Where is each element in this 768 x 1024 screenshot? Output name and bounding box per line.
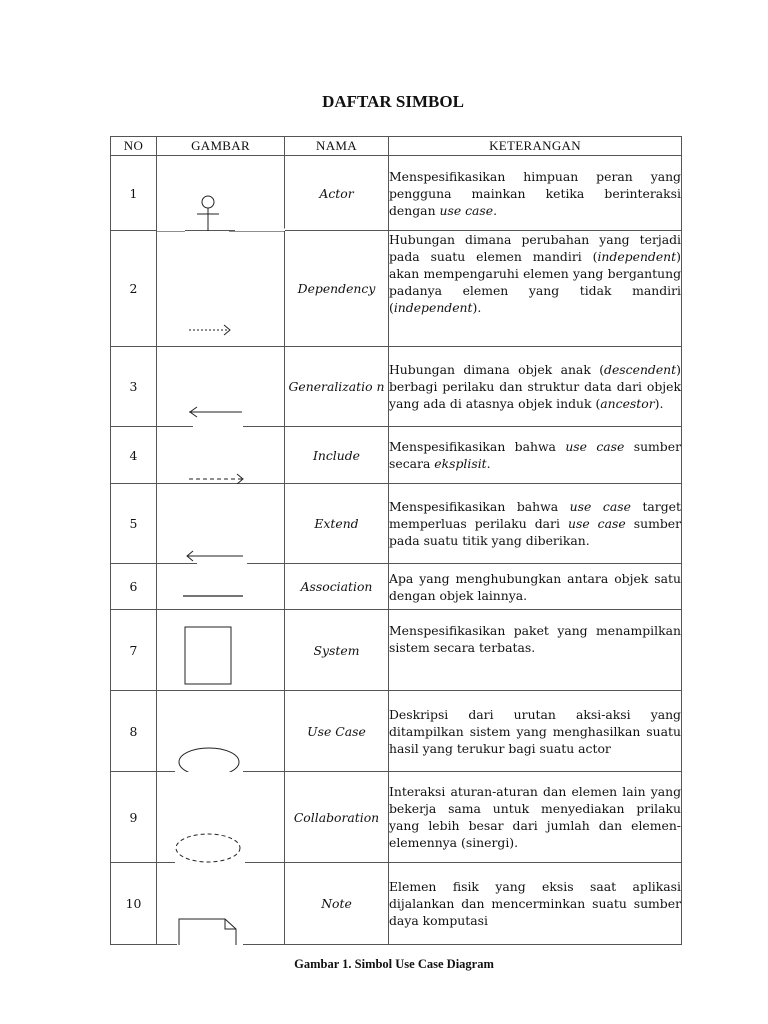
row-number: 8 <box>111 691 157 772</box>
association-line-icon <box>157 564 285 610</box>
symbol-description: Menspesifikasikan bahwa use case sumber secara eksplisit. <box>389 427 682 484</box>
symbol-cell <box>157 484 285 564</box>
symbol-name: Generalizatio n <box>285 347 389 427</box>
table-header-row <box>111 137 682 156</box>
system-box-icon <box>157 610 285 691</box>
symbol-table <box>110 136 682 945</box>
symbol-name: Actor <box>285 156 389 231</box>
symbol-description: Menspesifikasikan himpuan peran yang pengguna mainkan ketika berinteraksi dengan use case. <box>389 156 682 231</box>
symbol-name: Dependency <box>285 231 389 347</box>
symbol-cell <box>157 427 285 484</box>
symbol-cell <box>157 564 285 610</box>
row-number: 6 <box>111 564 157 610</box>
table-row <box>111 772 682 863</box>
table-row <box>111 427 682 484</box>
table-row <box>111 564 682 610</box>
row-number: 2 <box>111 231 157 347</box>
extend-arrow-icon <box>157 484 285 564</box>
row-number: 3 <box>111 347 157 427</box>
table-row <box>111 691 682 772</box>
symbol-cell <box>157 347 285 427</box>
symbol-name: Note <box>285 863 389 945</box>
dependency-arrow-icon <box>157 231 285 347</box>
table-row <box>111 347 682 427</box>
table-row <box>111 610 682 691</box>
symbol-cell <box>157 610 285 691</box>
symbol-cell <box>157 691 285 772</box>
symbol-cell <box>157 772 285 863</box>
actor-icon <box>157 156 285 231</box>
symbol-description: Apa yang menghubungkan antara objek satu dengan objek lainnya. <box>389 564 682 610</box>
symbol-description: Menspesifikasikan paket yang menampilkan sistem secara terbatas. <box>389 610 682 691</box>
symbol-description: Hubungan dimana perubahan yang terjadi pada suatu elemen mandiri (independent) akan mempengaruhi elemen yang bergantung padanya elemen yang tidak mandiri (independent). <box>389 231 682 347</box>
symbol-description: Deskripsi dari urutan aksi-aksi yang ditampilkan sistem yang menghasilkan suatu hasil yang terukur bagi suatu actor <box>389 691 682 772</box>
symbol-description: Interaksi aturan-aturan dan elemen lain yang bekerja sama untuk menyediakan prilaku yang lebih besar dari jumlah dan elemen-elemennya (sinergi). <box>389 772 682 863</box>
symbol-name: Extend <box>285 484 389 564</box>
symbol-name: Use Case <box>285 691 389 772</box>
table-row <box>111 863 682 945</box>
include-arrow-icon <box>157 427 285 484</box>
table-row <box>111 231 682 347</box>
note-icon <box>157 863 285 945</box>
symbol-cell <box>157 231 285 347</box>
collaboration-ellipse-icon <box>157 772 285 863</box>
use-case-ellipse-icon <box>157 691 285 772</box>
row-number: 4 <box>111 427 157 484</box>
symbol-description: Hubungan dimana objek anak (descendent) berbagi perilaku dan struktur data dari objek yang ada di atasnya objek induk (ancestor). <box>389 347 682 427</box>
row-number: 9 <box>111 772 157 863</box>
symbol-cell <box>157 156 285 231</box>
symbol-description: Menspesifikasikan bahwa use case target memperluas perilaku dari use case sumber pada suatu titik yang diberikan. <box>389 484 682 564</box>
symbol-name: Include <box>285 427 389 484</box>
symbol-cell <box>157 863 285 945</box>
header-keterangan: KETERANGAN <box>389 137 682 156</box>
table-row <box>111 484 682 564</box>
header-no: NO <box>111 137 157 156</box>
page-title: DAFTAR SIMBOL <box>322 92 464 111</box>
symbol-name: Collaboration <box>285 772 389 863</box>
row-number: 10 <box>111 863 157 945</box>
symbol-name: Association <box>285 564 389 610</box>
row-number: 7 <box>111 610 157 691</box>
symbol-description: Elemen fisik yang eksis saat aplikasi dijalankan dan mencerminkan suatu sumber daya komputasi <box>389 863 682 945</box>
symbol-name: System <box>285 610 389 691</box>
figure-caption: Gambar 1. Simbol Use Case Diagram <box>294 957 494 971</box>
row-number: 1 <box>111 156 157 231</box>
header-gambar: GAMBAR <box>157 137 285 156</box>
header-nama: NAMA <box>285 137 389 156</box>
row-number: 5 <box>111 484 157 564</box>
generalization-arrow-icon <box>157 347 285 427</box>
table-row <box>111 156 682 231</box>
